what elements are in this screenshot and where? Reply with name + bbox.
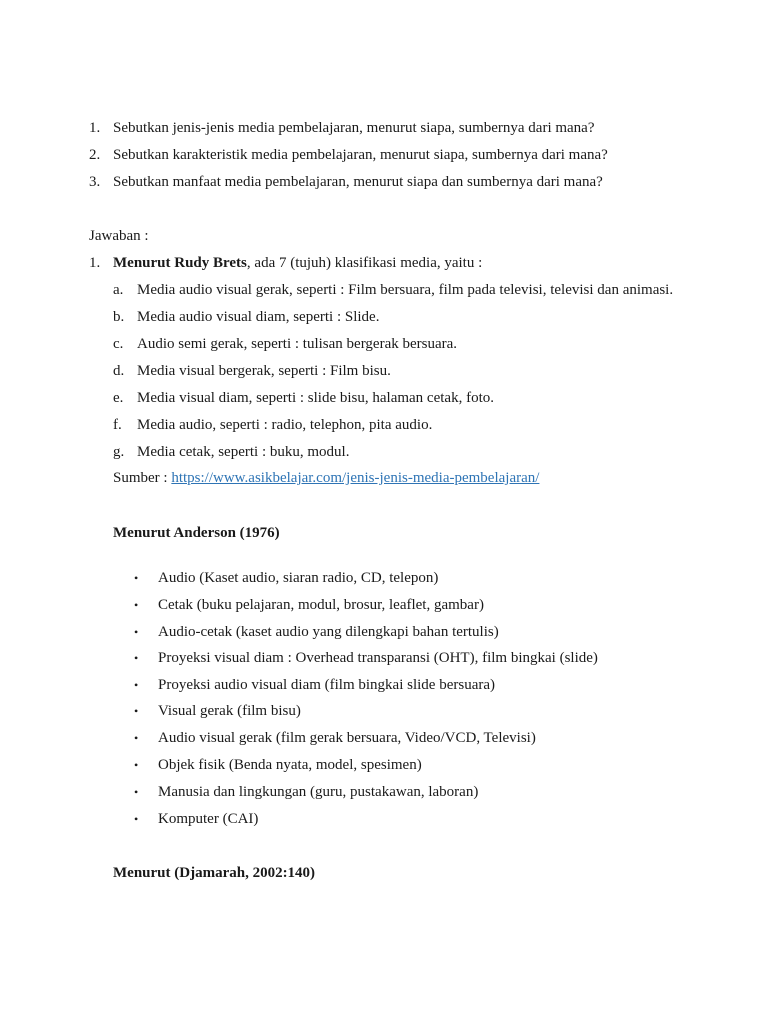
- bullet-icon: •: [134, 598, 139, 612]
- list-item-text: Visual gerak (film bisu): [158, 703, 301, 719]
- answer-number: 1.: [89, 255, 101, 271]
- bullet-icon: •: [134, 571, 139, 585]
- list-item-text: Objek fisik (Benda nyata, model, spesimen): [158, 757, 422, 773]
- bullet-icon: •: [134, 625, 139, 639]
- bullet-icon: •: [134, 704, 139, 718]
- bullet-icon: •: [134, 731, 139, 745]
- source-label: Sumber :: [113, 470, 172, 486]
- item-text: Media audio visual gerak, seperti : Film bersuara, film pada televisi, televisi dan animasi.: [137, 282, 674, 298]
- question-text: Sebutkan manfaat media pembelajaran, menurut siapa dan sumbernya dari mana?: [113, 174, 603, 190]
- source-line: [113, 469, 539, 487]
- bullet-icon: •: [134, 651, 139, 665]
- bullet-icon: •: [134, 758, 139, 772]
- item-text: Media audio, seperti : radio, telephon, pita audio.: [137, 417, 433, 433]
- list-item-text: Audio (Kaset audio, siaran radio, CD, telepon): [158, 570, 439, 586]
- bullet-icon: •: [134, 812, 139, 826]
- item-letter: g.: [113, 444, 125, 460]
- item-letter: d.: [113, 363, 125, 379]
- list-item-text: Cetak (buku pelajaran, modul, brosur, leaflet, gambar): [158, 597, 484, 613]
- bullet-icon: •: [134, 678, 139, 692]
- question-number: 2.: [89, 147, 101, 163]
- item-letter: f.: [113, 417, 122, 433]
- list-item-text: Komputer (CAI): [158, 811, 259, 827]
- list-item-text: Proyeksi visual diam : Overhead transparansi (OHT), film bingkai (slide): [158, 650, 598, 666]
- answers-label: Jawaban :: [89, 228, 149, 244]
- item-letter: b.: [113, 309, 125, 325]
- question-number: 3.: [89, 174, 101, 190]
- list-item-text: Manusia dan lingkungan (guru, pustakawan, laboran): [158, 784, 479, 800]
- item-text: Media audio visual diam, seperti : Slide.: [137, 309, 380, 325]
- item-letter: e.: [113, 390, 124, 406]
- question-text: Sebutkan karakteristik media pembelajaran, menurut siapa, sumbernya dari mana?: [113, 147, 608, 163]
- list-item-text: Proyeksi audio visual diam (film bingkai slide bersuara): [158, 677, 496, 693]
- answer-intro-rest: , ada 7 (tujuh) klasifikasi media, yaitu :: [246, 255, 483, 271]
- source-link[interactable]: https://www.asikbelajar.com/jenis-jenis-media-pembelajaran/: [171, 470, 540, 486]
- question-text: Sebutkan jenis-jenis media pembelajaran, menurut siapa, sumbernya dari mana?: [113, 120, 595, 136]
- answer-intro: [113, 254, 482, 272]
- question-number: 1.: [89, 120, 101, 136]
- list-item-text: Audio visual gerak (film gerak bersuara, Video/VCD, Televisi): [158, 730, 536, 746]
- answer-author: Menurut Rudy Brets: [113, 255, 247, 271]
- item-text: Media visual diam, seperti : slide bisu, halaman cetak, foto.: [137, 390, 494, 406]
- item-letter: a.: [113, 282, 124, 298]
- item-text: Audio semi gerak, seperti : tulisan bergerak bersuara.: [137, 336, 458, 352]
- item-letter: c.: [113, 336, 124, 352]
- bullet-icon: •: [134, 785, 139, 799]
- list-item-text: Audio-cetak (kaset audio yang dilengkapi bahan tertulis): [158, 624, 499, 640]
- item-text: Media visual bergerak, seperti : Film bisu.: [137, 363, 391, 379]
- item-text: Media cetak, seperti : buku, modul.: [137, 444, 350, 460]
- section-heading-djamarah: Menurut (Djamarah, 2002:140): [113, 865, 316, 881]
- section-heading-anderson: Menurut Anderson (1976): [113, 525, 280, 541]
